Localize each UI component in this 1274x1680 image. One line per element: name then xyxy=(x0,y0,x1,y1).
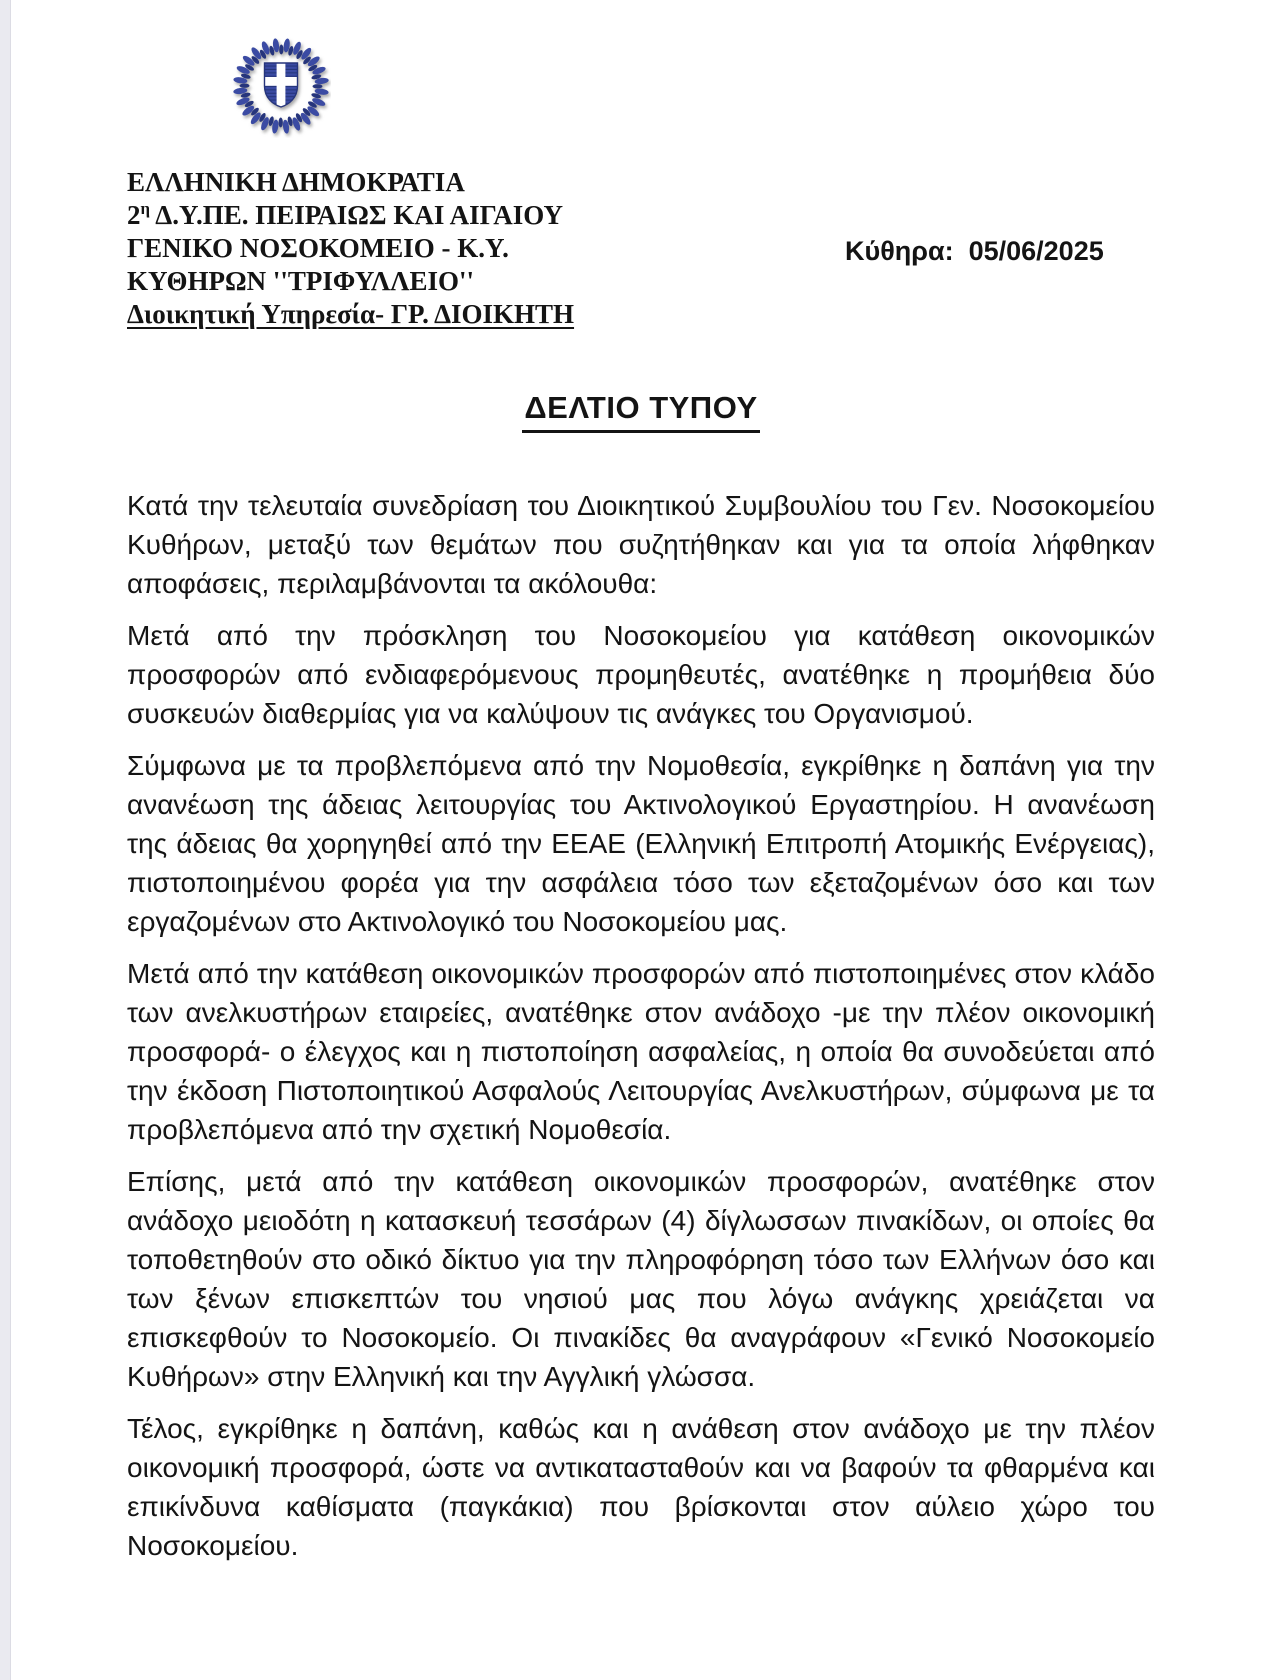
press-release-paragraph: Επίσης, μετά από την κατάθεση οικονομικών προσφορών, ανατέθηκε στον ανάδοχο μειοδότη η κατασκευή τεσσάρων (4) δίγλωσσων πινακίδων, οι οποίες θα τοποθετηθούν στο οδικό δίκτυο για την πληροφόρηση τόσο των Ελλήνων όσο και των ξένων επισκεπτών του νησιού μας που λόγω ανάγκης χρειάζεται να επισκεφθούν το Νοσοκομείο. Οι πινακίδες θα αναγράφουν «Γενικό Νοσοκομείο Κυθήρων» στην Ελληνική και την Αγγλική γλώσσα. xyxy=(127,1166,1155,1392)
org-line-admin-office: Διοικητική Υπηρεσία- ΓΡ. ΔΙΟΙΚΗΤΗ xyxy=(127,299,575,329)
org-line-kythira: ΚΥΘΗΡΩΝ ''ΤΡΙΦΥΛΛΕΙΟ'' xyxy=(127,266,475,296)
press-release-paragraph: Κατά την τελευταία συνεδρίαση του Διοικητικού Συμβουλίου του Γεν. Νοσοκομείου Κυθήρων, μεταξύ των θεμάτων που συζητήθηκαν και για τα οποία λήφθηκαν αποφάσεις, περιλαμβάνονται τα ακόλουθα: xyxy=(127,490,1155,599)
press-release-paragraph: Μετά από την κατάθεση οικονομικών προσφορών από πιστοποιημένες στον κλάδο των ανελκυστήρων εταιρείες, ανατέθηκε στον ανάδοχο -με την πλέον οικονομική προσφορά- ο έλεγχος και η πιστοποίηση ασφαλείας, η οποία θα συνοδεύεται από την έκδοση Πιστοποιητικού Ασφαλούς Λειτουργίας Ανελκυστήρων, σύμφωνα με τα προβλεπόμενα από την σχετική Νομοθεσία. xyxy=(127,958,1155,1145)
press-release-body xyxy=(127,486,1155,1578)
date-value: 05/06/2025 xyxy=(968,236,1104,266)
date-place-label: Κύθηρα: xyxy=(845,236,954,266)
org-line-dype: $2^\eta$ Δ.Υ.ΠΕ. ΠΕΙΡΑΙΩΣ ΚΑΙ ΑΙΓΑΙΟΥ xyxy=(127,199,564,230)
press-release-paragraph: Μετά από την πρόσκληση του Νοσοκομείου για κατάθεση οικονομικών προσφορών από ενδιαφερόμενους προμηθευτές, ανατέθηκε η προμήθεια δύο συσκευών διαθερμίας για να καλύψουν τις ανάγκες του Οργανισμού. xyxy=(127,620,1155,729)
press-release-paragraph: Τέλος, εγκρίθηκε η δαπάνη, καθώς και η ανάθεση στον ανάδοχο με την πλέον οικονομική προσφορά, ώστε να αντικατασταθούν και να βαφούν τα φθαρμένα και επικίνδυνα καθίσματα (παγκάκια) που βρίσκονται στον αύλειο χώρο του Νοσοκομείου. xyxy=(127,1413,1155,1561)
title-row xyxy=(127,390,1155,433)
press-release-paragraph: Σύμφωνα με τα προβλεπόμενα από την Νομοθεσία, εγκρίθηκε η δαπάνη για την ανανέωση της άδειας λειτουργίας του Ακτινολογικού Εργαστηρίου. Η ανανέωση της άδειας θα χορηγηθεί από την ΕΕΑΕ (Ελληνική Επιτροπή Ατομικής Ενέργειας), πιστοποιημένου φορέα για την ασφάλεια τόσο των εξεταζομένων όσο και των εργαζομένων στο Ακτινολογικό του Νοσοκομείου μας. xyxy=(127,750,1155,937)
page-title: ΔΕΛΤΙΟ ΤΥΠΟΥ xyxy=(522,390,759,433)
letterhead-org-block xyxy=(127,166,574,331)
org-line-hospital: ΓΕΝΙΚΟ ΝΟΣΟΚΟΜΕΙΟ - Κ.Υ. xyxy=(127,233,509,263)
greek-coat-of-arms-emblem xyxy=(231,34,331,138)
shield-cross-icon xyxy=(265,63,298,107)
dateline xyxy=(845,236,1104,267)
scanned-page-edge xyxy=(0,0,11,1680)
org-line-republic: ΕΛΛΗΝΙΚΗ ΔΗΜΟΚΡΑΤΙΑ xyxy=(127,167,465,197)
